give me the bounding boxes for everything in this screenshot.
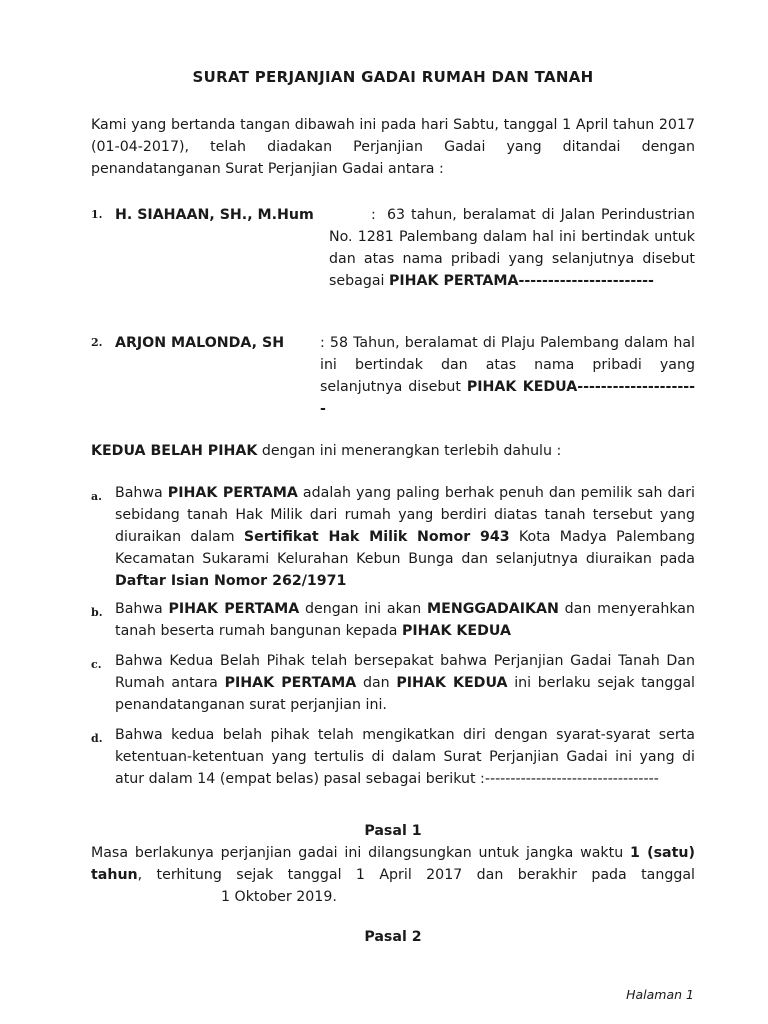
- pasal-1-text-1: Masa berlakunya perjanjian gadai ini dilangsungkan untuk jangka waktu: [91, 845, 631, 861]
- party-2-colon: :: [320, 335, 325, 351]
- item-a-text-2: adalah yang paling berhak penuh dan pemilik sah dari sebidang tanah Hak Milik dari rumah yang berdiri diatas tanah tersebut yang diuraikan dalam: [115, 485, 695, 545]
- list-label-c: c.: [91, 658, 102, 671]
- party-2-desc-text: 58 Tahun, beralamat di Plaju Palembang dalam hal ini bertindak dan atas nama pribadi yang selanjutnya disebut: [320, 335, 696, 395]
- list-item-a: [91, 482, 695, 592]
- list-label-b: b.: [91, 606, 103, 619]
- list-label-a: a.: [91, 490, 102, 503]
- party-2-role: PIHAK KEDUA---------------------: [320, 379, 696, 417]
- item-c-bold-2: PIHAK KEDUA: [396, 675, 508, 691]
- pasal-1-body: [91, 842, 695, 908]
- page-number-footer: Halaman 1: [626, 987, 694, 1002]
- item-a-text-3: Kota Madya Palembang Kecamatan Sukarami Kelurahan Kebun Bunga dan selanjutnya diuraikan pada: [115, 529, 695, 567]
- list-text-d: Bahwa kedua belah pihak telah mengikatkan diri dengan syarat-syarat serta ketentuan-ketentuan yang tertulis di dalam Surat Perjanjian Gadai ini yang di atur dalam 14 (empat belas) pasal sebagai berikut :----------------------------------: [115, 727, 695, 787]
- party-2-name: ARJON MALONDA, SH: [115, 335, 285, 351]
- party-1-name: H. SIAHAAN, SH., M.Hum: [115, 207, 314, 223]
- pasal-1-text-3: 1 Oktober 2019.: [221, 889, 337, 905]
- item-b-bold-3: PIHAK KEDUA: [401, 623, 511, 639]
- item-b-text-1: Bahwa: [115, 601, 169, 617]
- list-item-c: [91, 650, 695, 716]
- statement-rest: dengan ini menerangkan terlebih dahulu :: [261, 443, 562, 459]
- list-text-a: [115, 482, 695, 592]
- pasal-1-bold: 1 (satu) tahun: [91, 845, 695, 883]
- document-title: SURAT PERJANJIAN GADAI RUMAH DAN TANAH: [192, 68, 594, 86]
- item-c-text-3: ini berlaku sejak tanggal penandatanganan surat perjanjian ini.: [115, 675, 695, 713]
- party-1-number: 1.: [91, 208, 103, 221]
- item-c-text-2: dan: [356, 675, 397, 691]
- party-1-colon: :: [371, 207, 376, 223]
- statement-line: [91, 440, 695, 462]
- item-b-bold-2: MENGGADAIKAN: [427, 601, 559, 617]
- pasal-1-heading: Pasal 1: [364, 823, 422, 839]
- party-1-description: [329, 204, 695, 292]
- item-b-text-3: dan menyerahkan tanah beserta rumah bangunan kepada: [115, 601, 695, 639]
- party-2-description: [320, 332, 695, 420]
- item-b-bold-1: PIHAK PERTAMA: [168, 601, 300, 617]
- item-a-bold-1: PIHAK PERTAMA: [167, 485, 298, 501]
- item-c-bold-1: PIHAK PERTAMA: [224, 675, 357, 691]
- party-2-number: 2.: [91, 336, 103, 349]
- item-a-bold-2: Sertifikat Hak Milik Nomor 943: [243, 529, 510, 545]
- list-text-b: [115, 598, 695, 642]
- item-a-text-1: Bahwa: [115, 485, 168, 501]
- item-b-text-2: dengan ini akan: [299, 601, 428, 617]
- item-a-bold-3: Daftar Isian Nomor 262/1971: [115, 573, 347, 589]
- list-item-d: [91, 724, 695, 790]
- intro-paragraph: Kami yang bertanda tangan dibawah ini pada hari Sabtu, tanggal 1 April tahun 2017 (01-04-2017), telah diadakan Perjanjian Gadai yang ditandai dengan penandatanganan Surat Perjanjian Gadai antara :: [91, 117, 695, 177]
- item-c-text-1: Bahwa Kedua Belah Pihak telah bersepakat bahwa Perjanjian Gadai Tanah Dan Rumah antara: [115, 653, 695, 691]
- statement-bold: KEDUA BELAH PIHAK: [91, 443, 258, 459]
- party-1-role: PIHAK PERTAMA-----------------------: [388, 273, 654, 289]
- party-1-desc-text: 63 tahun, beralamat di Jalan Perindustrian No. 1281 Palembang dalam hal ini bertindak untuk dan atas nama pribadi yang selanjutnya disebut sebagai: [329, 207, 695, 289]
- list-label-d: d.: [91, 732, 103, 745]
- pasal-1-text-2: , terhitung sejak tanggal 1 April 2017 dan berakhir pada tanggal: [137, 867, 695, 883]
- list-item-b: [91, 598, 695, 642]
- list-text-c: [115, 650, 695, 716]
- pasal-2-heading: Pasal 2: [364, 929, 422, 945]
